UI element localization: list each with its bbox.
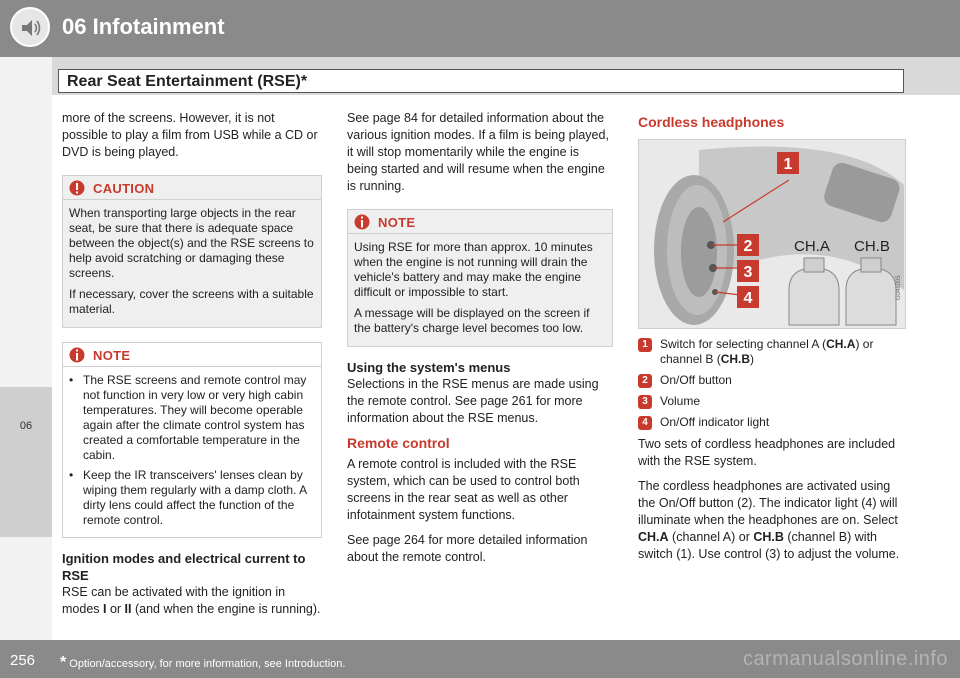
callout-2 — [638, 373, 906, 388]
callout-1 — [638, 337, 906, 367]
page-number: 256 — [10, 652, 36, 669]
footnote: * Option/accessory, for more information, see Introduction. — [60, 654, 346, 671]
callout-number: 2 — [638, 374, 652, 388]
caution-title: CAUTION — [93, 181, 155, 196]
note-body — [348, 234, 612, 346]
ch-a-label: CH.A — [794, 238, 830, 255]
ignition-modes-paragraph: See page 84 for detailed information about the various ignition modes. If a film is being played, it will stop momentarily while the engine is being started and will resume when the engine is running. — [347, 111, 609, 193]
note-header — [348, 210, 612, 234]
bullet-icon: • — [69, 373, 74, 387]
svg-text:1: 1 — [783, 156, 793, 173]
watermark: carmanualsonline.info — [742, 648, 948, 670]
caution-text-2: If necessary, cover the screens with a suitable material. — [69, 287, 314, 316]
column-3 — [638, 110, 906, 571]
info-icon — [69, 347, 85, 363]
column-1 — [62, 110, 322, 626]
svg-text:3: 3 — [743, 264, 753, 281]
callout-number: 4 — [638, 416, 652, 430]
caution-text-1: When transporting large objects in the rear seat, be sure that there is adequate space between the object(s) and the RSE screens to help avoid scratching or damaging these screens. — [69, 206, 314, 280]
remote-heading: Remote control — [347, 435, 450, 451]
headphones-paragraph-2: The cordless headphones are activated using the On/Off button (2). The indicator light (4) will illuminate when the headphones are on. Select CH.A (channel A) or CH.B (channel B) with switch (1). Use control (3) to adjust the volume. — [638, 479, 900, 561]
remote-paragraph-1: A remote control is included with the RSE system, which can be used to control both screens in the rear seat as well as other infotainment system functions. — [347, 457, 580, 522]
speaker-icon — [10, 7, 50, 47]
page-footer — [0, 640, 960, 678]
note-box — [62, 342, 322, 538]
note-title: NOTE — [378, 215, 416, 230]
ignition-paragraph: RSE can be activated with the ignition in modes I or II (and when the engine is running). — [62, 585, 321, 616]
callout-text: Volume — [660, 394, 701, 408]
headphones-heading: Cordless headphones — [638, 114, 785, 130]
svg-text:4: 4 — [743, 290, 753, 307]
section-title: Rear Seat Entertainment (RSE)* — [67, 73, 308, 90]
headphones-paragraph-1: Two sets of cordless headphones are included with the RSE system. — [638, 437, 896, 468]
callout-text: Switch for selecting channel A (CH.A) or channel B (CH.B) — [660, 337, 874, 366]
info-icon — [354, 214, 370, 230]
warning-icon — [69, 180, 85, 196]
headphones-illustration — [639, 140, 906, 329]
intro-paragraph: more of the screens. However, it is not possible to play a film from USB while a CD or DVD is being played. — [62, 111, 318, 159]
note-header — [63, 343, 321, 367]
chapter-tab — [0, 387, 52, 537]
chapter-title: 06 Infotainment — [62, 14, 225, 39]
caution-box — [62, 175, 322, 328]
bullet-item — [69, 373, 315, 463]
svg-text:2: 2 — [743, 238, 753, 255]
note-body — [63, 367, 321, 537]
callout-3 — [638, 394, 906, 409]
callout-number: 1 — [638, 338, 652, 352]
menus-paragraph: Selections in the RSE menus are made using the remote control. See page 261 for more information about the RSE menus. — [347, 377, 599, 425]
callout-text: On/Off button — [660, 373, 732, 387]
caution-body — [63, 200, 321, 327]
note-title: NOTE — [93, 348, 131, 363]
ignition-heading: Ignition modes and electrical current to RSE — [62, 551, 306, 583]
bullet-icon: • — [69, 468, 74, 482]
bullet-text: Keep the IR transceivers' lenses clean by wiping them regularly with a damp cloth. A dirty lens could affect the function of the remote control. — [83, 468, 307, 527]
menus-heading: Using the system's menus — [347, 360, 511, 375]
chapter-header — [0, 0, 960, 57]
bullet-item — [69, 468, 315, 528]
note-text-2: A message will be displayed on the screen if the battery's charge level becomes too low. — [354, 306, 590, 335]
bullet-text: The RSE screens and remote control may not function in very low or very high cabin temperatures. They will become operable again after the climate control system has created a comfortable temperature in the cabin. — [83, 373, 307, 462]
callout-number: 3 — [638, 395, 652, 409]
headphones-figure — [638, 139, 906, 329]
figure-code: G048005 — [896, 275, 902, 300]
callout-text: On/Off indicator light — [660, 415, 770, 429]
remote-paragraph-2: See page 264 for more detailed information about the remote control. — [347, 533, 588, 564]
ch-b-label: CH.B — [854, 238, 890, 255]
note-text-1: Using RSE for more than approx. 10 minutes when the engine is not running will drain the vehicle's battery and may make the engine difficult or impossible to start. — [354, 240, 593, 299]
chapter-tab-label: 06 — [19, 420, 33, 432]
column-2 — [347, 110, 613, 574]
section-title-box — [58, 69, 904, 93]
caution-header — [63, 176, 321, 200]
side-margin — [0, 57, 52, 640]
note-box-battery — [347, 209, 613, 347]
callout-4 — [638, 415, 906, 430]
